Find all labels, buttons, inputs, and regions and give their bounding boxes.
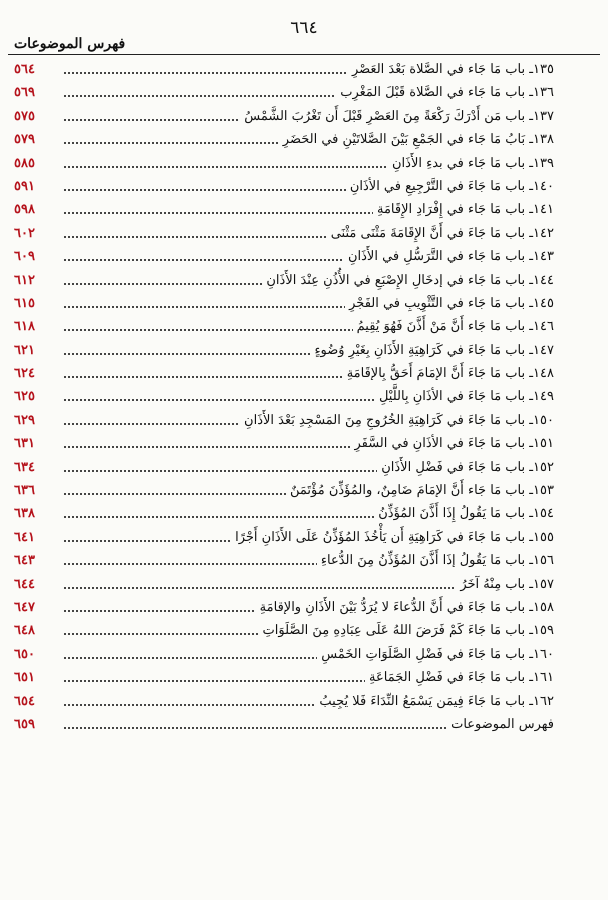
entry-page-number: ٦٤٤ [14,576,35,592]
entry-title: ١٤٩ـ باب مَا جَاءَ في الأذَانِ بِاللَّيْلِ [375,385,554,408]
entry-page-number: ٦٥٠ [14,646,35,662]
entry-title: ١٣٨ـ بَابُ مَا جَاء في الجَمْعِ بَيْنَ الصَّلاتَيْنِ في الحَضَرِ [279,128,554,151]
entry-title: ١٣٧ـ باب مَن أَدْرَكَ رَكْعَةً مِنَ العَصْرِ قَبْلَ أَن تَغْرُبَ الشَّمْسُ [240,105,554,128]
toc-entry [0,432,608,455]
entry-title: ١٤١ـ باب مَا جَاء في إِفْرَادِ الإِقَامَةِ [373,198,554,221]
toc-entry [0,269,608,292]
toc-entry [0,198,608,221]
page-number: ٦٦٤ [290,18,318,38]
toc-entry [0,409,608,432]
entry-page-number: ٥٨٥ [14,155,35,171]
entry-title: ١٤٤ـ باب مَا جَاء في إدخَالِ الإِصْبَعِ في الأُذُنِ عِنْدَ الأَذَانِ [262,269,554,292]
entry-page-number: ٦٣٦ [14,483,35,499]
entry-page-number: ٦١٨ [14,319,35,335]
entry-page-number: ٦٥٤ [14,693,35,709]
toc-entry [0,479,608,502]
entry-page-number: ٦٤٨ [14,623,35,639]
entry-title: ١٤٧ـ باب مَا جَاءَ في كَرَاهِيَةِ الأَذَانِ بِغَيْرِ وُضُوءٍ [310,339,554,362]
running-title: فهرس الموضوعات [14,36,126,52]
toc-entry [0,58,608,81]
toc-entry [0,619,608,642]
toc-entry [0,549,608,572]
entry-page-number: ٦٥١ [14,670,35,686]
entry-page-number: ٥٦٩ [14,85,35,101]
entry-title: ١٣٥ـ باب مَا جَاء في الصَّلاة بَعْدَ العَصْرِ [348,58,554,81]
toc-entry [0,105,608,128]
entry-page-number: ٦٥٩ [14,716,35,732]
toc-entry [0,690,608,713]
entry-title: ١٥٠ـ باب مَا جَاءَ في كَرَاهِيَةِ الخُرُوجِ مِنَ المَسْجِدِ بَعْدَ الأَذَانِ [240,409,554,432]
toc-entry [0,666,608,689]
entry-title: ١٥٤ـ باب مَا يَقُولُ إِذَا أَذَّنَ المُؤَذِّنُ [374,502,554,525]
entry-title: ١٦١ـ باب مَا جَاءَ في فَضْلِ الجَمَاعَةِ [365,666,554,689]
toc-entry [0,315,608,338]
entry-page-number: ٦٤٣ [14,553,35,569]
entry-page-number: ٥٦٤ [14,62,35,77]
entry-title: ١٥٥ـ باب مَا جَاءَ في كَرَاهِيَةِ أَن يَأْخُذَ المُؤَذِّنُ عَلَى الأَذَانِ أَجْرًا [231,526,554,549]
entry-page-number: ٥٩٨ [14,202,35,218]
entry-title: ١٦٢ـ باب مَا جَاءَ فِيمَن يَسْمَعُ النِّدَاءَ فَلا يُجِيبُ [315,690,554,713]
entry-page-number: ٦٣٤ [14,459,35,475]
toc-entry [0,643,608,666]
entry-title: ١٥٣ـ باب مَا جَاء أَنَّ الإمَامَ ضَامِنٌ، والمُؤَذِّنَ مُؤْتَمَنٌ [286,479,554,502]
entry-page-number: ٥٧٩ [14,132,35,148]
entry-page-number: ٦٢١ [14,342,35,358]
entry-title: ١٥٧ـ باب مِنْهُ آخَرُ [456,573,554,596]
toc-entry [0,502,608,525]
entry-page-number: ٦٢٥ [14,389,35,405]
entry-page-number: ٦٠٩ [14,249,35,265]
entry-page-number: ٦٢٤ [14,366,35,382]
page-header [8,14,600,55]
toc-entry [0,713,608,736]
entry-title: ١٥٩ـ باب مَا جَاءَ كَمْ فَرَضَ اللهُ عَلَى عِبَادِهِ مِنَ الصَّلَوَاتِ [259,619,554,642]
toc-entry [0,175,608,198]
entry-page-number: ٦١٥ [14,295,35,311]
entry-title: ١٤٣ـ باب مَا جَاء في التَّرَسُّلِ في الأَذَانِ [344,245,554,268]
toc-entry [0,245,608,268]
entry-title: ١٥٨ـ باب مَا جَاءَ في أَنَّ الدُّعاءَ لا يُرَدُّ بَيْنَ الأَذَانِ والإقامَةِ [256,596,554,619]
toc-entry [0,362,608,385]
toc-entry [0,222,608,245]
toc-entry [0,292,608,315]
entry-page-number: ٥٩١ [14,178,35,194]
toc-entry [0,573,608,596]
toc-entry [0,456,608,479]
toc-entry [0,339,608,362]
entry-title: ١٥١ـ باب مَا جَاءَ في الأذَانِ في السَّفَرِ [350,432,554,455]
entry-page-number: ٦٤٧ [14,599,35,615]
toc-entry [0,526,608,549]
entry-title: ١٤٦ـ باب مَا جَاء أَنَّ مَنْ أَذَّنَ فَهُوَ يُقِيمُ [353,315,554,338]
toc-entry [0,596,608,619]
toc-entry [0,152,608,175]
entry-title: ١٤٠ـ باب مَا جَاءَ في التَّرْجِيعِ في الأذَانِ [346,175,554,198]
entry-title: ١٤٥ـ باب مَا جَاء في التَّثْوِيبِ في الفَجْرِ [345,292,554,315]
toc-entry [0,128,608,151]
toc-entry [0,385,608,408]
entry-page-number: ٦٣٨ [14,506,35,522]
entry-title: ١٤٨ـ باب مَا جَاءَ أَنَّ الإمَامَ أَحَقُّ بِالإقَامَةِ [343,362,554,385]
entry-title: ١٥٢ـ باب مَا جَاءَ في فَضْلِ الأَذَانِ [377,456,554,479]
entry-title: ١٤٢ـ باب مَا جَاءَ في أَنَّ الإِقَامَةَ مَثْنَى مَثْنَى [327,222,554,245]
entry-title: ١٣٦ـ باب مَا جَاء في الصَّلاة قَبْلَ المَغْرِب [336,81,554,104]
entry-title: ١٥٦ـ باب مَا يَقُولُ إذَا أَذَّنَ المُؤَذِّنُ مِنَ الدُّعاءِ [317,549,554,572]
entry-page-number: ٦١٢ [14,272,35,288]
entry-page-number: ٦٠٢ [14,225,35,241]
entry-title: ١٣٩ـ باب مَا جَاء في بدءِ الأَذَانِ [388,152,554,175]
entry-page-number: ٦٢٩ [14,412,35,428]
entry-page-number: ٦٣١ [14,436,35,452]
entry-page-number: ٦٤١ [14,529,35,545]
entry-page-number: ٥٧٥ [14,108,35,124]
entry-title: فهرس الموضوعات [447,713,554,736]
table-of-contents [0,58,608,736]
entry-title: ١٦٠ـ باب مَا جَاءَ في فَضْلِ الصَّلَوَاتِ الخَمْسِ [317,643,554,666]
toc-entry [0,81,608,104]
